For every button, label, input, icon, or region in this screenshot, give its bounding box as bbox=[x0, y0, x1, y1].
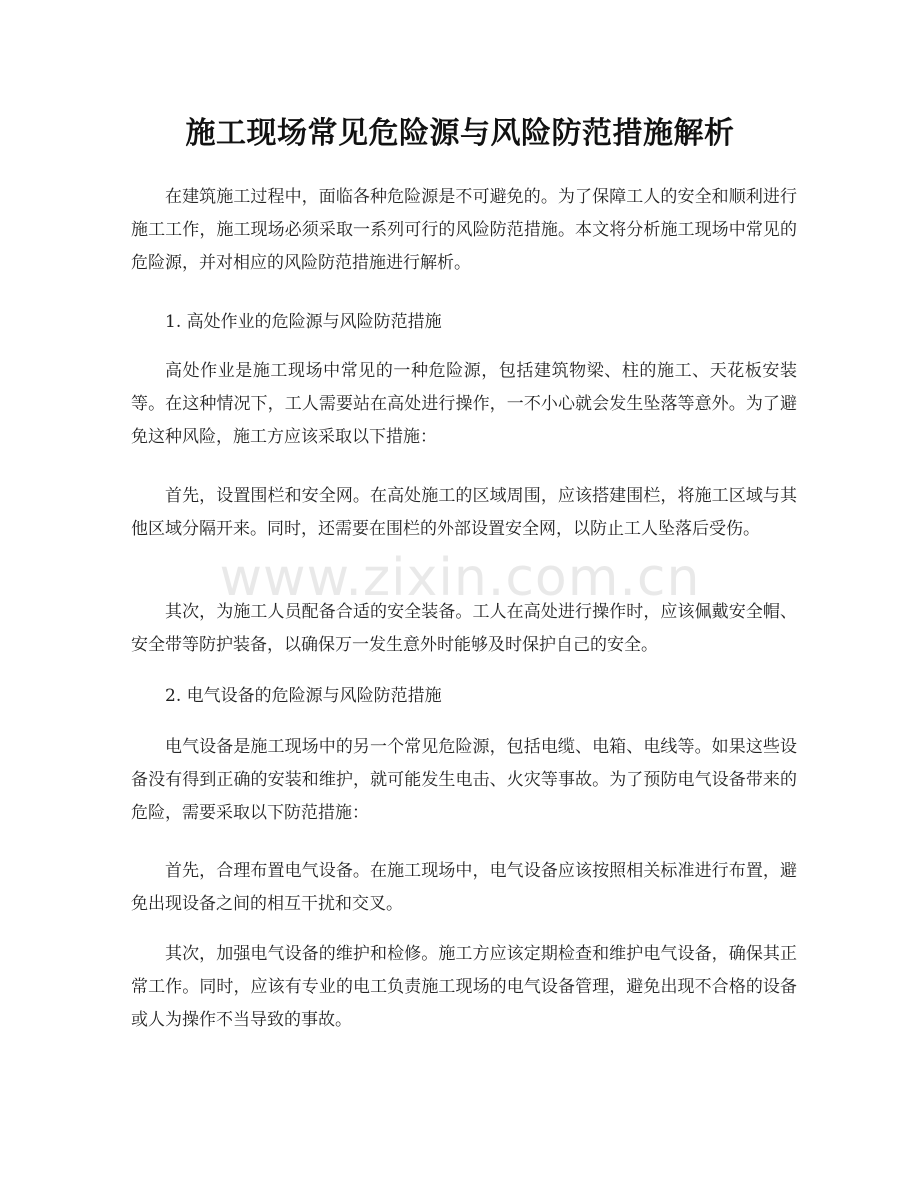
section-1-heading: 1. 高处作业的危险源与风险防范措施 bbox=[165, 312, 442, 332]
watermark-text: www.zixin.com.cn bbox=[219, 548, 701, 608]
section-2-paragraph-1: 电气设备是施工现场中的另一个常见危险源，包括电缆、电箱、电线等。如果这些设备没有得到正确的安装和维护，就可能发生电击、火灾等事故。为了预防电气设备带来的危险，需要采取以下防范措施： bbox=[131, 737, 797, 823]
intro-paragraph: 在建筑施工过程中，面临各种危险源是不可避免的。为了保障工人的安全和顺利进行施工工作，施工现场必须采取一系列可行的风险防范措施。本文将分析施工现场中常见的危险源，并对相应的风险防范措施进行解析。 bbox=[131, 187, 797, 273]
section-1-paragraph-1: 高处作业是施工现场中常见的一种危险源，包括建筑物梁、柱的施工、天花板安装等。在这种情况下，工人需要站在高处进行操作，一不小心就会发生坠落等意外。为了避免这种风险，施工方应该采取以下措施： bbox=[131, 361, 797, 447]
section-2-paragraph-2: 首先，合理布置电气设备。在施工现场中，电气设备应该按照相关标准进行布置，避免出现设备之间的相互干扰和交叉。 bbox=[131, 861, 797, 914]
document-title: 施工现场常见危险源与风险防范措施解析 bbox=[185, 116, 735, 151]
section-2-heading: 2. 电气设备的危险源与风险防范措施 bbox=[165, 686, 442, 706]
section-1-paragraph-3: 其次，为施工人员配备合适的安全装备。工人在高处进行操作时，应该佩戴安全帽、安全带等防护装备，以确保万一发生意外时能够及时保护自己的安全。 bbox=[131, 602, 797, 655]
section-1-paragraph-2: 首先，设置围栏和安全网。在高处施工的区域周围，应该搭建围栏，将施工区域与其他区域分隔开来。同时，还需要在围栏的外部设置安全网，以防止工人坠落后受伤。 bbox=[131, 486, 797, 539]
section-2-paragraph-3: 其次，加强电气设备的维护和检修。施工方应该定期检查和维护电气设备，确保其正常工作。同时，应该有专业的电工负责施工现场的电气设备管理，避免出现不合格的设备或人为操作不当导致的事故。 bbox=[131, 944, 797, 1030]
